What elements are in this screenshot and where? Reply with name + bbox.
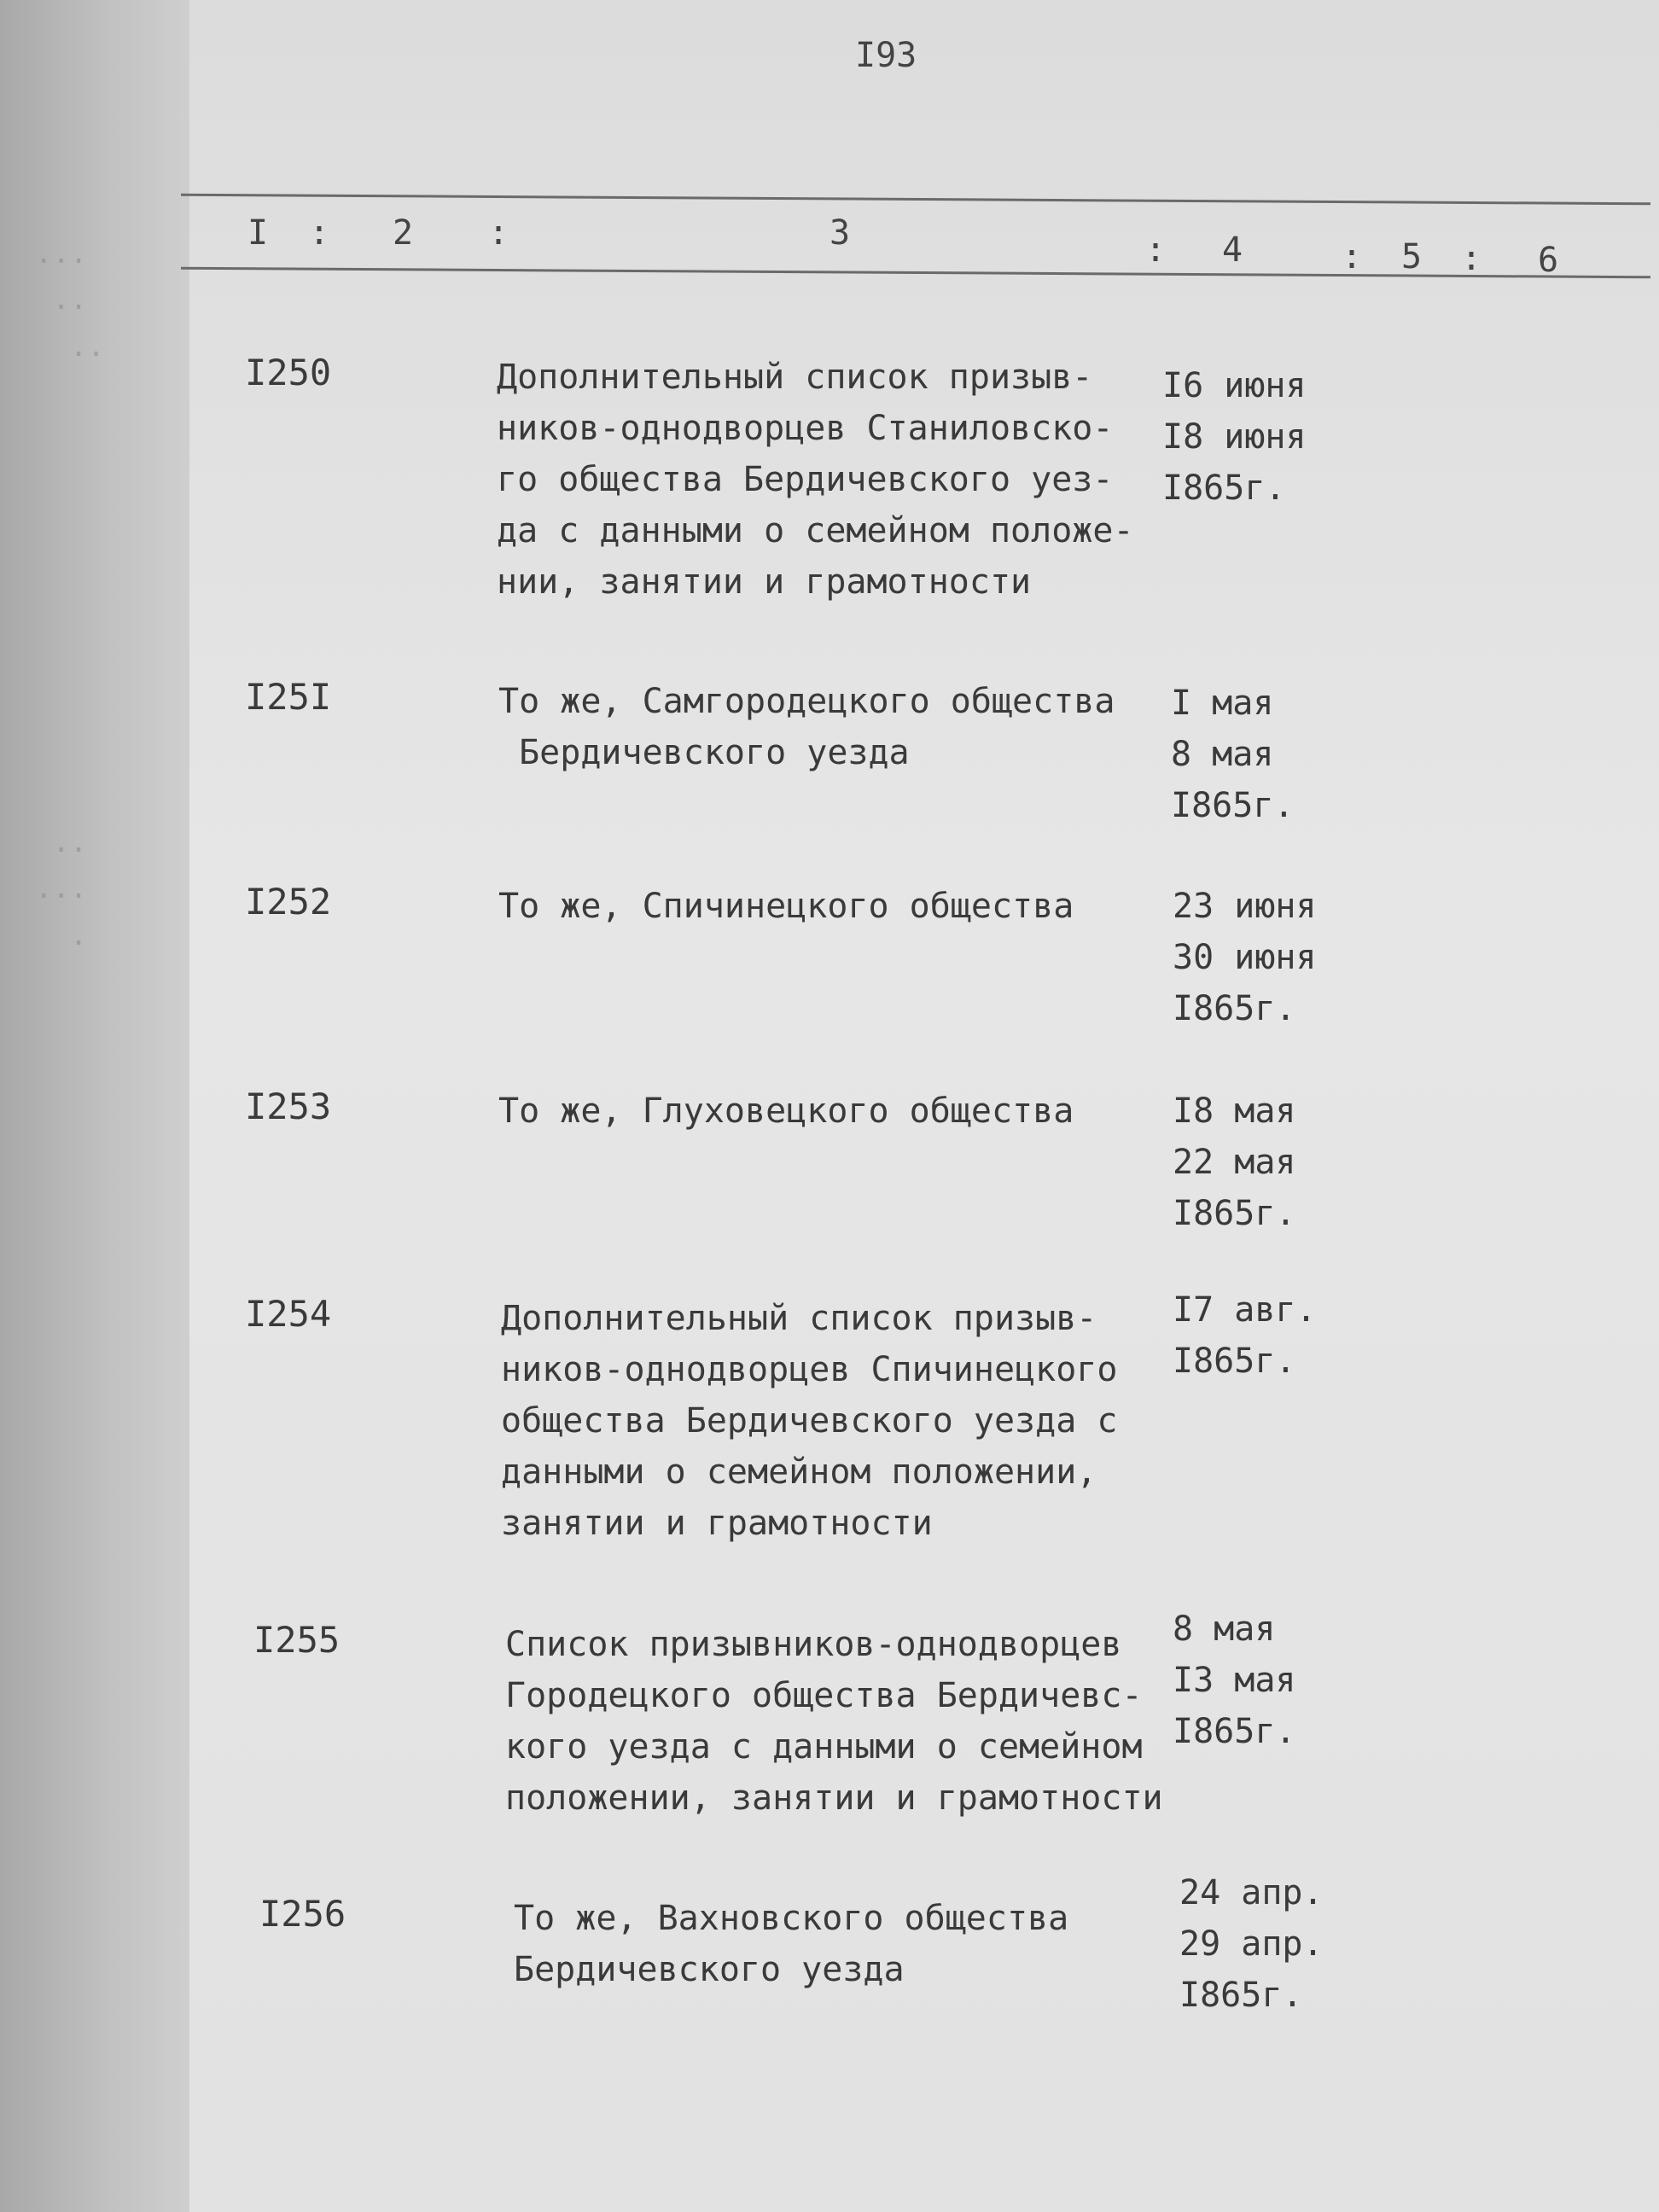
description-line: То же, Спичинецкого общества [498, 887, 1074, 926]
header-col-4: 4 [1222, 230, 1243, 270]
case-dates [1173, 1284, 1317, 1387]
date-line: 8 мая [1171, 735, 1274, 774]
date-line: 23 июня [1173, 887, 1317, 926]
date-line: 22 мая [1173, 1143, 1296, 1182]
header-top-rule [181, 194, 1650, 206]
case-dates [1179, 1867, 1324, 2021]
case-description [497, 352, 1171, 608]
case-description [498, 1086, 1173, 1137]
table-header [189, 213, 1640, 280]
description-line: То же, Вахновского общества [514, 1899, 1069, 1938]
case-dates [1173, 1604, 1296, 1757]
description-line: занятии и грамотности [501, 1504, 933, 1543]
description-line: ников-однодворцев Спичинецкого [501, 1350, 1118, 1389]
date-line: I865г. [1173, 989, 1296, 1028]
page-number: I93 [855, 36, 917, 75]
case-dates [1162, 360, 1307, 514]
header-bottom-rule [181, 267, 1650, 279]
case-dates [1173, 1086, 1296, 1239]
description-line: положении, занятии и грамотности [505, 1778, 1163, 1818]
header-separator: : [309, 213, 330, 253]
date-line: I865г. [1173, 1194, 1296, 1233]
date-line: I8 мая [1173, 1091, 1296, 1131]
description-line: Бердичевского уезда [498, 733, 910, 772]
document-page [189, 0, 1659, 2212]
adjacent-page-edge [0, 0, 189, 2212]
header-col-2: 2 [393, 213, 414, 253]
description-line: То же, Самгородецкого общества [498, 682, 1115, 721]
header-separator: : [1342, 237, 1363, 276]
date-line: I865г. [1173, 1712, 1296, 1751]
date-line: I3 мая [1173, 1661, 1296, 1700]
date-line: I865г. [1162, 469, 1286, 508]
header-col-5: 5 [1401, 237, 1423, 276]
date-line: I865г. [1173, 1342, 1296, 1381]
bleed-through-text: ... .. .. [34, 236, 105, 364]
header-col-1: I [247, 213, 269, 253]
description-line: Дополнительный список призыв- [497, 358, 1093, 397]
case-description [514, 1893, 1188, 1995]
header-separator: : [488, 213, 509, 253]
date-line: 8 мая [1173, 1610, 1276, 1649]
case-description [498, 881, 1173, 932]
description-line: ников-однодворцев Станиловско- [497, 409, 1114, 448]
description-line: нии, занятии и грамотности [497, 562, 1032, 602]
case-dates [1171, 678, 1295, 831]
date-line: 30 июня [1173, 938, 1317, 977]
description-line: То же, Глуховецкого общества [498, 1091, 1074, 1131]
description-line: Городецкого общества Бердичевс- [505, 1676, 1143, 1715]
case-number: I255 [253, 1619, 341, 1661]
date-line: I865г. [1179, 1976, 1303, 2015]
description-line: Список призывников-однодворцев [505, 1625, 1122, 1664]
case-number: I254 [245, 1293, 332, 1335]
bleed-through-text: .. ... . [34, 825, 88, 952]
case-description [498, 676, 1173, 778]
date-line: I мая [1171, 684, 1274, 723]
case-dates [1173, 881, 1317, 1034]
description-line: данными о семейном положении, [501, 1452, 1097, 1492]
case-description [505, 1619, 1214, 1824]
header-separator: : [1461, 239, 1482, 278]
header-col-3: 3 [830, 213, 851, 253]
date-line: I7 авг. [1173, 1290, 1317, 1330]
header-col-6: 6 [1538, 241, 1559, 280]
case-number: I253 [245, 1086, 332, 1127]
header-separator: : [1145, 230, 1167, 270]
date-line: I865г. [1171, 786, 1295, 825]
description-line: го общества Бердичевского уез- [497, 460, 1114, 499]
date-line: I6 июня [1162, 366, 1307, 405]
description-line: Бердичевского уезда [514, 1950, 905, 1989]
description-line: да с данными о семейном положе- [497, 511, 1134, 550]
case-number: I256 [259, 1893, 346, 1935]
date-line: 29 апр. [1179, 1924, 1324, 1964]
description-line: общества Бердичевского уезда с [501, 1401, 1118, 1441]
date-line: I8 июня [1162, 417, 1307, 457]
case-number: I250 [245, 352, 332, 393]
description-line: кого уезда с данными о семейном [505, 1727, 1143, 1767]
case-description [501, 1293, 1175, 1549]
date-line: 24 апр. [1179, 1873, 1324, 1912]
description-line: Дополнительный список призыв- [501, 1299, 1097, 1338]
case-number: I25I [245, 676, 332, 718]
case-number: I252 [245, 881, 332, 923]
